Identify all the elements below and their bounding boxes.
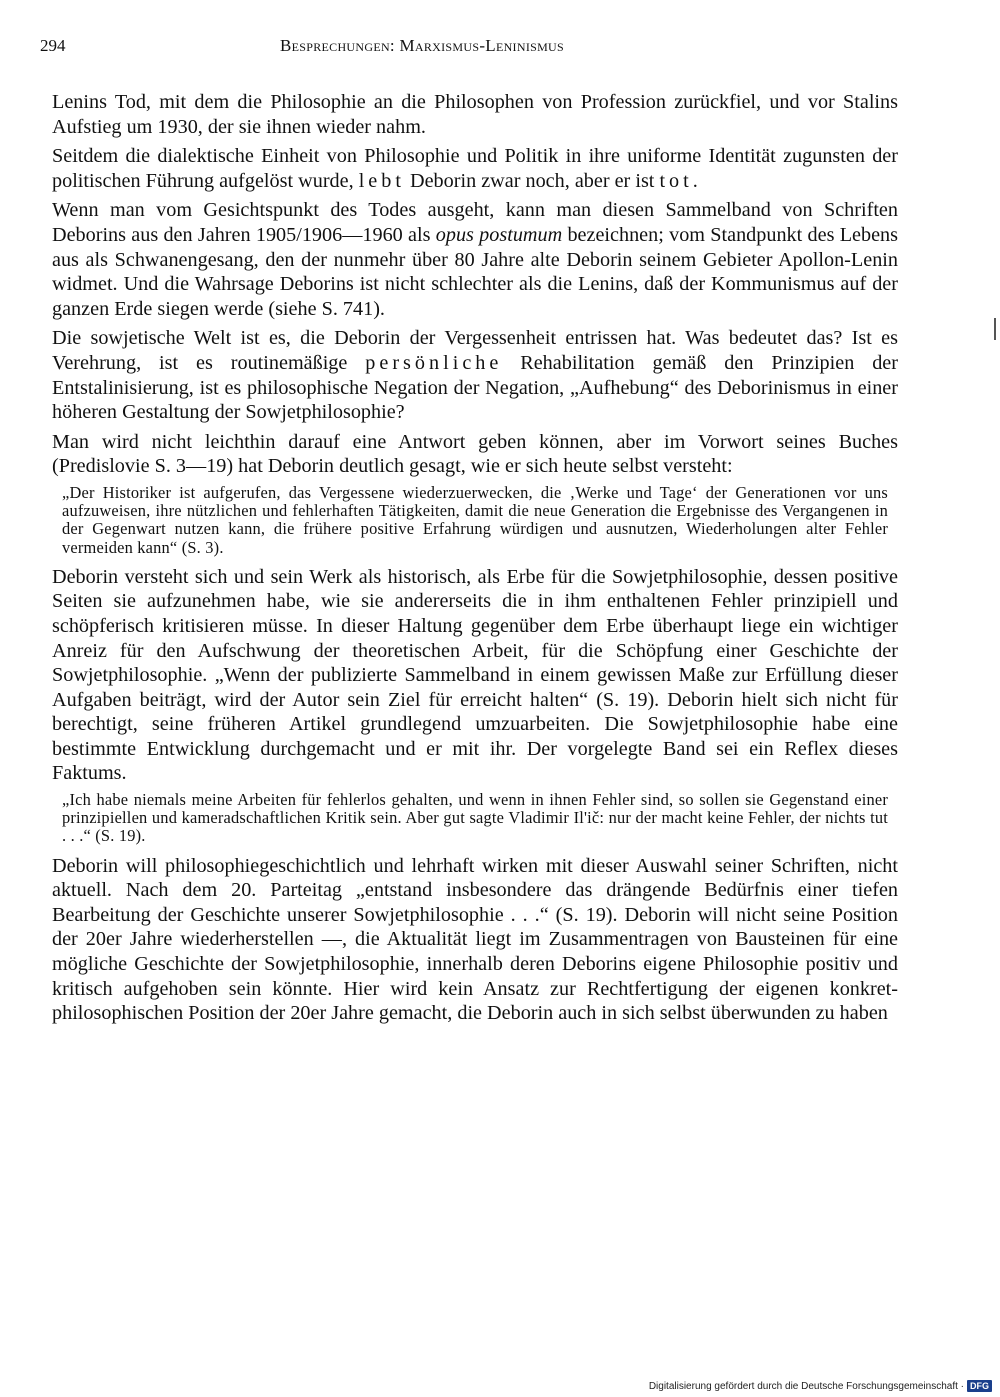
paragraph: Deborin versteht sich und sein Werk als historisch, als Erbe für die Sowjetphilosophie, dessen positive Seiten sie aufzunehmen habe, wie sie andererseits die in ihm enthaltenen Fehler prinzipiell und schöpferisch kritisieren müsse. In dieser Haltung gegenüber dem Erbe überhaupt liege ein wichtiger Anreiz für den Aufschwung der theoretischen Arbeit, für die Schöpfung einer Geschichte der Sowjetphilosophie. „Wenn der publizierte Sammelband in einem gewissen Maße zur Erfüllung dieser Aufgaben beiträgt, wird der Autor sein Ziel für erreicht halten“ (S. 19). Deborin hielt sich nicht für berechtigt, seine früheren Artikel grundlegend umzuarbeiten. Die Sowjetphilosophie habe eine bestimmte Entwicklung durchgemacht und er mit ihr. Der vorgelegte Band sei ein Reflex dieses Faktums. [52, 565, 898, 785]
block-quote: „Ich habe niemals meine Arbeiten für fehlerlos gehalten, und wenn in ihnen Fehler sind, so sollen sie Gegenstand einer prinzipiellen und kameradschaftlichen Kritik sein. Aber gut sagte Vladimir Il'ič: nur der macht keine Fehler, der nichts tut . . .“ (S. 19). [62, 790, 888, 846]
emphasized-text: tot [659, 169, 693, 192]
text-span: . [692, 169, 698, 192]
paragraph [52, 198, 898, 321]
paragraph [52, 144, 898, 193]
text-span: Wenn man vom Gesichtspunkt des Todes ausgeht, kann man diesen Sammelband von Schriften Deborins aus den Jahren 1905/1906—1960 als [52, 199, 898, 246]
text-span: Rehabilitation gemäß den Prinzipien der Entstalinisierung, ist es philosophische Negation der Negation, „Aufhebung“ des Deborinismus in einer höheren Gestaltung der Sowjetphilosophie? [52, 351, 898, 424]
paragraph: Man wird nicht leichthin darauf eine Antwort geben können, aber im Vorwort seines Buches (Predislovie S. 3—19) hat Deborin deutlich gesagt, wie er sich heute selbst versteht: [52, 430, 898, 478]
running-title: Besprechungen: Marxismus-Leninismus [280, 36, 565, 55]
paragraph [52, 326, 898, 424]
footer-text: Digitalisierung gefördert durch die Deutsche Forschungsgemeinschaft · [648, 1380, 964, 1392]
footer [649, 1380, 992, 1392]
text-span: Deborin zwar noch, aber er ist [404, 169, 660, 192]
text-span: bezeichnen; vom Standpunkt des Lebens aus als Schwanengesang, den der nunmehr über 80 Jahre alte Deborin seinem Gebieter Apollon-Lenin widmet. Und die Wahrsage Deborins ist nicht schlechter als die Lenins, daß der Kommunismus auf der ganzen Erde siegen werde (siehe S. 741). [52, 223, 898, 320]
italic-text: opus postumum [435, 223, 563, 246]
text-span: Seitdem die dialektische Einheit von Philosophie und Politik in ihre uniforme Identität zugunsten der politischen Führung aufgelöst wurde, [52, 145, 898, 192]
dfg-logo: DFG [967, 1380, 992, 1392]
page-number: 294 [40, 36, 66, 55]
emphasized-text: persönliche [365, 351, 503, 374]
emphasized-text: lebt [358, 169, 405, 192]
paragraph: Deborin will philosophiegeschichtlich und lehrhaft wirken mit dieser Auswahl seiner Schriften, nicht aktuell. Nach dem 20. Parteitag „entstand insbesondere das drängende Bedürfnis einer tiefen Bearbeitung der Geschichte unserer Sowjetphilosophie . . .“ (S. 19). Deborin will nicht seine Position der 20er Jahre wiederherstellen —, die Aktualität liegt im Zusammentragen von Bausteinen für eine mögliche Geschichte der Sowjetphilosophie, innerhalb deren Deborins eigene Philosophie positiv und kritisch aufgehoben sein könnte. Hier wird kein Ansatz zur Rechtfertigung der eigenen konkret-philosophischen Position der 20er Jahre gemacht, die Deborin auch in sich selbst überwunden zu haben [52, 854, 898, 1025]
block-quote: „Der Historiker ist aufgerufen, das Vergessene wiederzuerwecken, die ‚Werke und Tage‘ der Generationen vor uns aufzuweisen, ihre nützlichen und fehlerhaften Tätigkeiten, damit die neue Generation die Ergebnisse des Vergangenen in der Gegenwart nutzen kann, die frühere positive Erfahrung würdigen und ausnutzen, Wiederholungen alter Fehler vermeiden kann“ (S. 3). [62, 482, 888, 557]
paragraph: Lenins Tod, mit dem die Philosophie an die Philosophen von Profession zurückfiel, und vor Stalins Aufstieg um 1930, der sie ihnen wieder nahm. [52, 91, 898, 138]
text-span: Die sowjetische Welt ist es, die Deborin der Vergessenheit entrissen hat. Was bedeutet das? Ist es Verehrung, ist es routinemäßige [52, 327, 898, 374]
body-text [52, 90, 898, 1031]
margin-mark [994, 318, 996, 340]
